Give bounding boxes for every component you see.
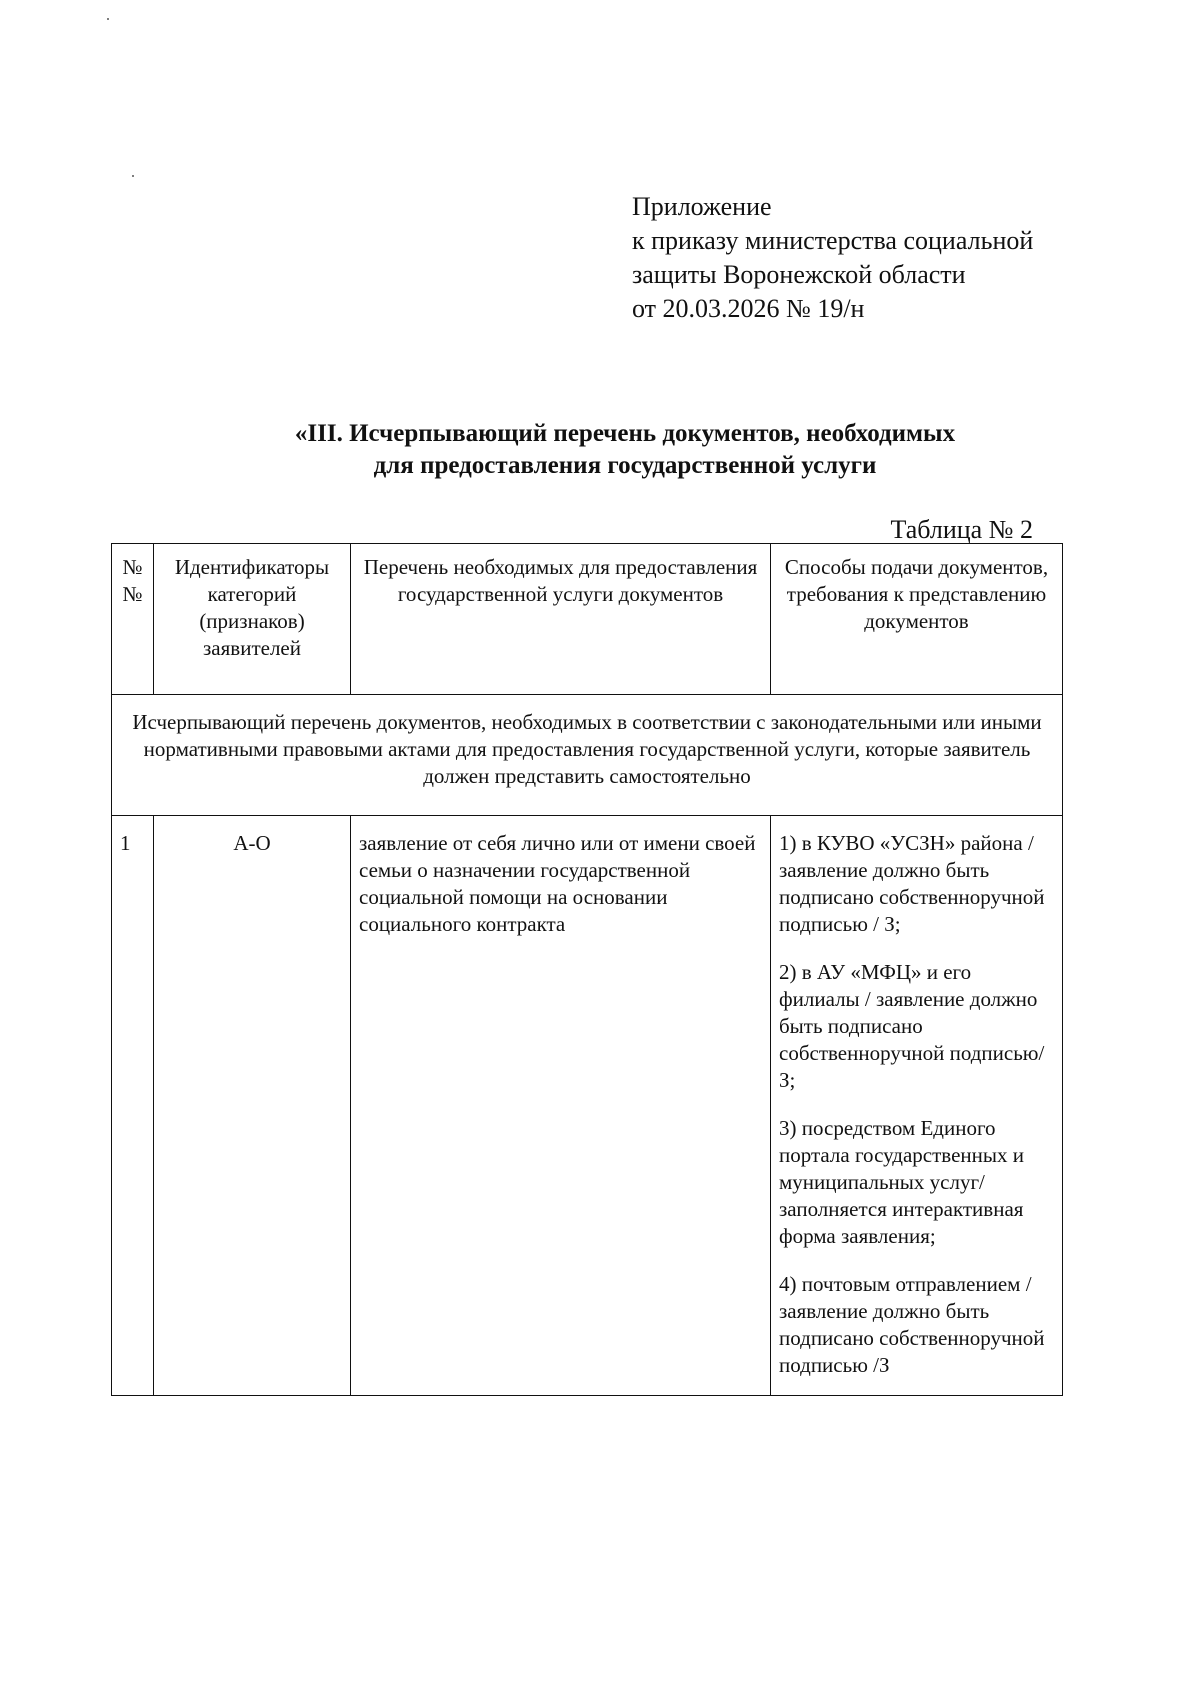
scan-speck [107, 18, 109, 20]
method-item: 2) в АУ «МФЦ» и его филиалы / заявление должно быть подписано собственноручной подписью/ З; [779, 960, 1045, 1092]
scan-speck [132, 175, 134, 177]
method-item: 4) почтовым отправлением / заявление должно быть подписано собственноручной подписью /З [779, 1272, 1045, 1377]
appendix-line: к приказу министерства социальной [632, 226, 1034, 255]
section-title [150, 418, 1100, 482]
section-title-line-1: «III. Исчерпывающий перечень документов, необходимых [294, 420, 956, 447]
documents-table [111, 543, 1063, 1396]
section-heading-row [112, 695, 1063, 816]
header-documents: Перечень необходимых для предоставления государственной услуги документов [351, 544, 771, 695]
row-num: 1 [112, 816, 154, 1396]
appendix-header [632, 190, 1033, 326]
row-methods [771, 816, 1063, 1396]
header-num: № № [112, 544, 154, 695]
appendix-line: защиты Воронежской области [632, 260, 966, 289]
header-identifiers: Идентификаторы категорий (признаков) заявителей [154, 544, 351, 695]
appendix-line: Приложение [632, 192, 772, 221]
method-item: 3) посредством Единого портала государственных и муниципальных услуг/ заполняется интерактивная форма заявления; [779, 1116, 1024, 1248]
section-title-line-2: для предоставления государственной услуги [373, 452, 877, 479]
table-label: Таблица № 2 [890, 515, 1033, 544]
section-heading-cell: Исчерпывающий перечень документов, необходимых в соответствии с законодательными или иными нормативными правовыми актами для предоставления государственной услуги, которые заявитель должен представить самостоятельно [112, 695, 1063, 816]
header-methods: Способы подачи документов, требования к представлению документов [771, 544, 1063, 695]
appendix-line: от 20.03.2026 № 19/н [632, 294, 865, 323]
table-header-row [112, 544, 1063, 695]
table-row [112, 816, 1063, 1396]
row-identifier: А-О [154, 816, 351, 1396]
row-document: заявление от себя лично или от имени своей семьи о назначении государственной социальной помощи на основании социального контракта [351, 816, 771, 1396]
method-item: 1) в КУВО «УСЗН» района /заявление должно быть подписано собственноручной подписью / З; [779, 831, 1045, 936]
